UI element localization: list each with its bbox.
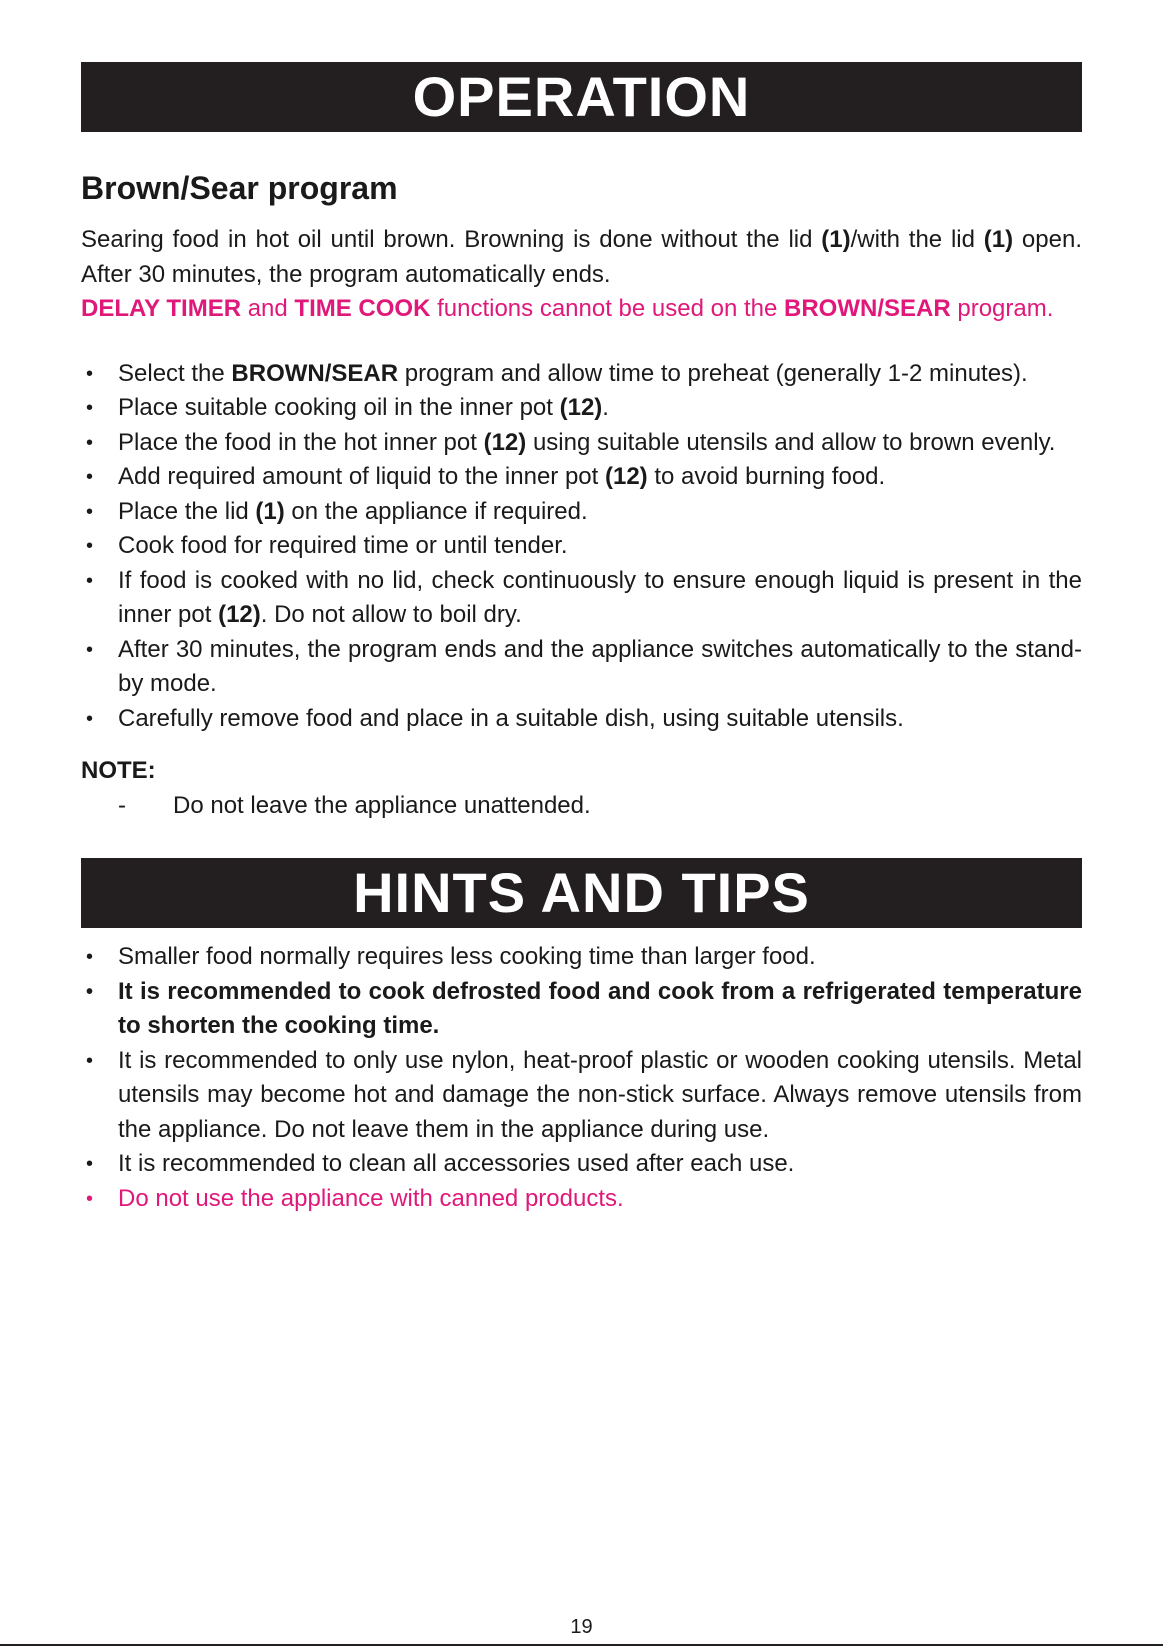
note-dash: - (118, 791, 126, 819)
list-item: • It is recommended to clean all accessories used after each use. (81, 1147, 1082, 1182)
intro-text: Searing food in hot oil until brown. Browning is done without the lid (81, 226, 822, 253)
list-item: • Place the food in the hot inner pot (12) using suitable utensils and allow to brown evenly. (81, 426, 1082, 461)
list-item: • It is recommended to cook defrosted food and cook from a refrigerated temperature to shorten the cooking time. (81, 975, 1082, 1044)
list-item: • Carefully remove food and place in a suitable dish, using suitable utensils. (81, 702, 1082, 737)
operation-steps (81, 357, 1082, 737)
lid-ref: (1) (983, 226, 1014, 253)
warning-text: program. (950, 295, 1054, 322)
list-item: • Select the BROWN/SEAR program and allow time to preheat (generally 1-2 minutes). (81, 357, 1082, 392)
warning-text: functions cannot be used on the (430, 295, 785, 322)
hints-banner: HINTS AND TIPS (81, 858, 1082, 928)
page-number: 19 (570, 1616, 593, 1638)
manual-page (81, 62, 1082, 1216)
warning-text: and (241, 295, 295, 322)
hints-list (81, 940, 1082, 1216)
warning-term: BROWN/SEAR (784, 295, 951, 322)
note-label: NOTE: (81, 757, 156, 784)
list-item: • Smaller food normally requires less cooking time than larger food. (81, 940, 1082, 975)
warning-term: TIME COOK (294, 295, 431, 322)
list-item: • It is recommended to only use nylon, heat-proof plastic or wooden cooking utensils. Metal utensils may become hot and damage the non-stick surface. Always remove utensils from the appliance. Do not leave them in the appliance during use. (81, 1044, 1082, 1148)
list-item: • Place suitable cooking oil in the inner pot (12). (81, 391, 1082, 426)
operation-banner: OPERATION (81, 62, 1082, 132)
note-text: Do not leave the appliance unattended. (173, 791, 591, 819)
warning-paragraph (81, 292, 1082, 327)
list-item: • After 30 minutes, the program ends and the appliance switches automatically to the stand-by mode. (81, 633, 1082, 702)
section-title: Brown/Sear program (81, 170, 398, 206)
intro-paragraph (81, 223, 1082, 292)
intro-text: /with the lid (850, 226, 984, 253)
list-item: • Place the lid (1) on the appliance if required. (81, 495, 1082, 530)
note-item (81, 789, 1082, 824)
warning-term: DELAY TIMER (81, 295, 242, 322)
list-item: • Do not use the appliance with canned products. (81, 1182, 1082, 1217)
intro-text: open. After 30 minutes, the program automatically ends. (81, 226, 1082, 288)
list-item: • Add required amount of liquid to the inner pot (12) to avoid burning food. (81, 460, 1082, 495)
lid-ref: (1) (821, 226, 851, 253)
list-item: • Cook food for required time or until tender. (81, 529, 1082, 564)
list-item: • If food is cooked with no lid, check continuously to ensure enough liquid is present in the inner pot (12). Do not allow to boil dry. (81, 564, 1082, 633)
